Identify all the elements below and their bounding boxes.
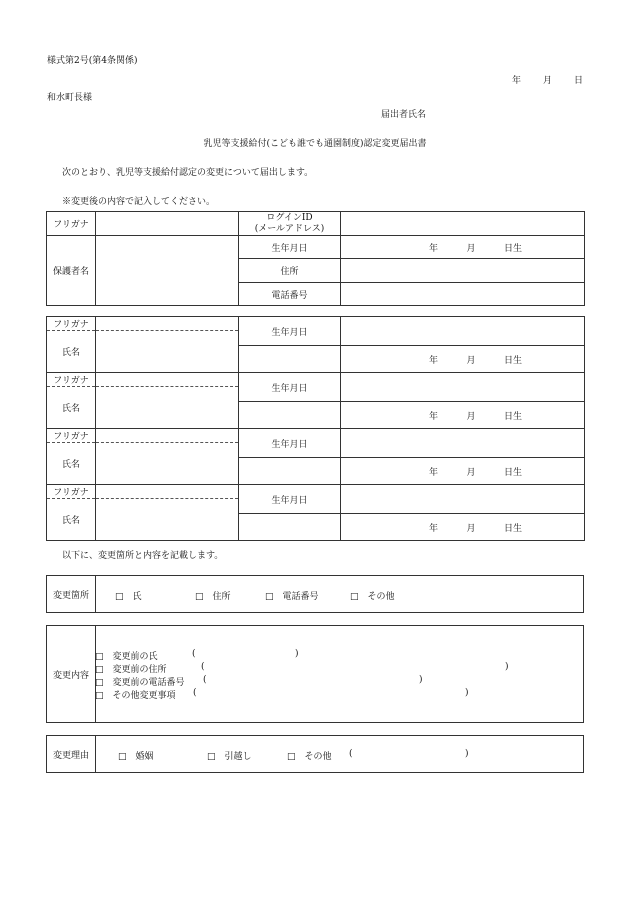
child-birthdate-label: 生年月日 (239, 485, 341, 514)
prev-phone-close: ) (419, 675, 423, 685)
child-birthdate-top[interactable] (341, 317, 585, 346)
other-change-checkbox[interactable]: □ その他変更事項 (95, 691, 176, 701)
change-location-other-checkbox[interactable]: □ その他 (350, 592, 395, 602)
change-reason-box (46, 735, 584, 773)
child-name-field[interactable] (96, 331, 239, 373)
reason-marriage-checkbox[interactable]: □ 婚姻 (118, 752, 154, 762)
prev-address-open: ( (201, 662, 205, 672)
child-furigana-label: フリガナ (47, 317, 96, 331)
prev-name-open: ( (192, 649, 196, 659)
child-furigana-label: フリガナ (47, 373, 96, 387)
form-number: 様式第2号(第4条関係) (47, 56, 138, 66)
guardian-birthdate-label: 生年月日 (239, 236, 341, 259)
child-birthdate-field[interactable]: 年 月 日生 (341, 514, 585, 541)
child-birthdate-spacer (239, 514, 341, 541)
other-change-open: ( (193, 688, 197, 698)
child-birthdate-top[interactable] (341, 429, 585, 458)
change-content-box (46, 625, 584, 723)
guardian-address-label: 住所 (239, 259, 341, 283)
guardian-birthdate-field[interactable]: 年 月 日生 (341, 236, 585, 259)
child-birthdate-spacer (239, 402, 341, 429)
change-reason-label: 変更理由 (47, 736, 96, 772)
guardian-name-field[interactable] (96, 236, 239, 306)
intro-text: 次のとおり、乳児等支援給付認定の変更について届出します。 (62, 168, 314, 178)
child-name-field[interactable] (96, 499, 239, 541)
change-location-phone-checkbox[interactable]: □ 電話番号 (265, 592, 319, 602)
reason-other-checkbox[interactable]: □ その他 (287, 752, 332, 762)
prev-address-close: ) (505, 662, 509, 672)
prev-name-checkbox[interactable]: □ 変更前の氏 (95, 652, 158, 662)
below-note: 以下に、変更箇所と内容を記載します。 (62, 551, 224, 561)
child-furigana-field[interactable] (96, 317, 239, 331)
date-day-label: 日 (574, 76, 584, 86)
child-furigana-label: フリガナ (47, 429, 96, 443)
child-furigana-field[interactable] (96, 485, 239, 499)
child-name-label: 氏名 (47, 499, 96, 541)
child-furigana-label: フリガナ (47, 485, 96, 499)
child-furigana-field[interactable] (96, 373, 239, 387)
change-location-box (46, 575, 584, 613)
reason-other-open: ( (349, 749, 353, 759)
instruction-note: ※変更後の内容で記入してください。 (62, 197, 216, 207)
guardian-phone-label: 電話番号 (239, 283, 341, 306)
change-location-address-checkbox[interactable]: □ 住所 (195, 592, 231, 602)
addressee: 和水町長様 (47, 93, 93, 103)
guardian-furigana-field[interactable] (96, 212, 239, 236)
change-location-name-checkbox[interactable]: □ 氏 (115, 592, 142, 602)
child-birthdate-spacer (239, 458, 341, 485)
child-birthdate-field[interactable]: 年 月 日生 (341, 458, 585, 485)
reason-other-close: ) (465, 749, 469, 759)
child-birthdate-field[interactable]: 年 月 日生 (341, 346, 585, 373)
change-content-label: 変更内容 (47, 626, 96, 722)
change-location-label: 変更箇所 (47, 576, 96, 612)
prev-name-close: ) (295, 649, 299, 659)
child-birthdate-top[interactable] (341, 485, 585, 514)
other-change-close: ) (465, 688, 469, 698)
child-birthdate-label: 生年月日 (239, 429, 341, 458)
guardian-table (46, 211, 585, 306)
child-furigana-field[interactable] (96, 429, 239, 443)
child-name-label: 氏名 (47, 331, 96, 373)
guardian-phone-field[interactable] (341, 283, 585, 306)
date-year-label: 年 (512, 76, 522, 86)
children-table (46, 316, 585, 541)
applicant-name-label: 届出者氏名 (381, 110, 427, 120)
child-name-field[interactable] (96, 387, 239, 429)
child-name-field[interactable] (96, 443, 239, 485)
guardian-name-label: 保護者名 (47, 236, 96, 306)
login-id-field[interactable] (341, 212, 585, 236)
guardian-furigana-label: フリガナ (47, 212, 96, 236)
login-id-label: ログインID (メールアドレス) (239, 212, 341, 236)
prev-phone-checkbox[interactable]: □ 変更前の電話番号 (95, 678, 185, 688)
child-birthdate-spacer (239, 346, 341, 373)
prev-phone-open: ( (203, 675, 207, 685)
guardian-address-field[interactable] (341, 259, 585, 283)
child-birthdate-field[interactable]: 年 月 日生 (341, 402, 585, 429)
date-month-label: 月 (543, 76, 553, 86)
child-birthdate-label: 生年月日 (239, 317, 341, 346)
child-birthdate-top[interactable] (341, 373, 585, 402)
document-title: 乳児等支援給付(こども誰でも通園制度)認定変更届出書 (203, 139, 427, 149)
prev-address-checkbox[interactable]: □ 変更前の住所 (95, 665, 167, 675)
child-birthdate-label: 生年月日 (239, 373, 341, 402)
reason-moving-checkbox[interactable]: □ 引越し (207, 752, 252, 762)
child-name-label: 氏名 (47, 443, 96, 485)
child-name-label: 氏名 (47, 387, 96, 429)
